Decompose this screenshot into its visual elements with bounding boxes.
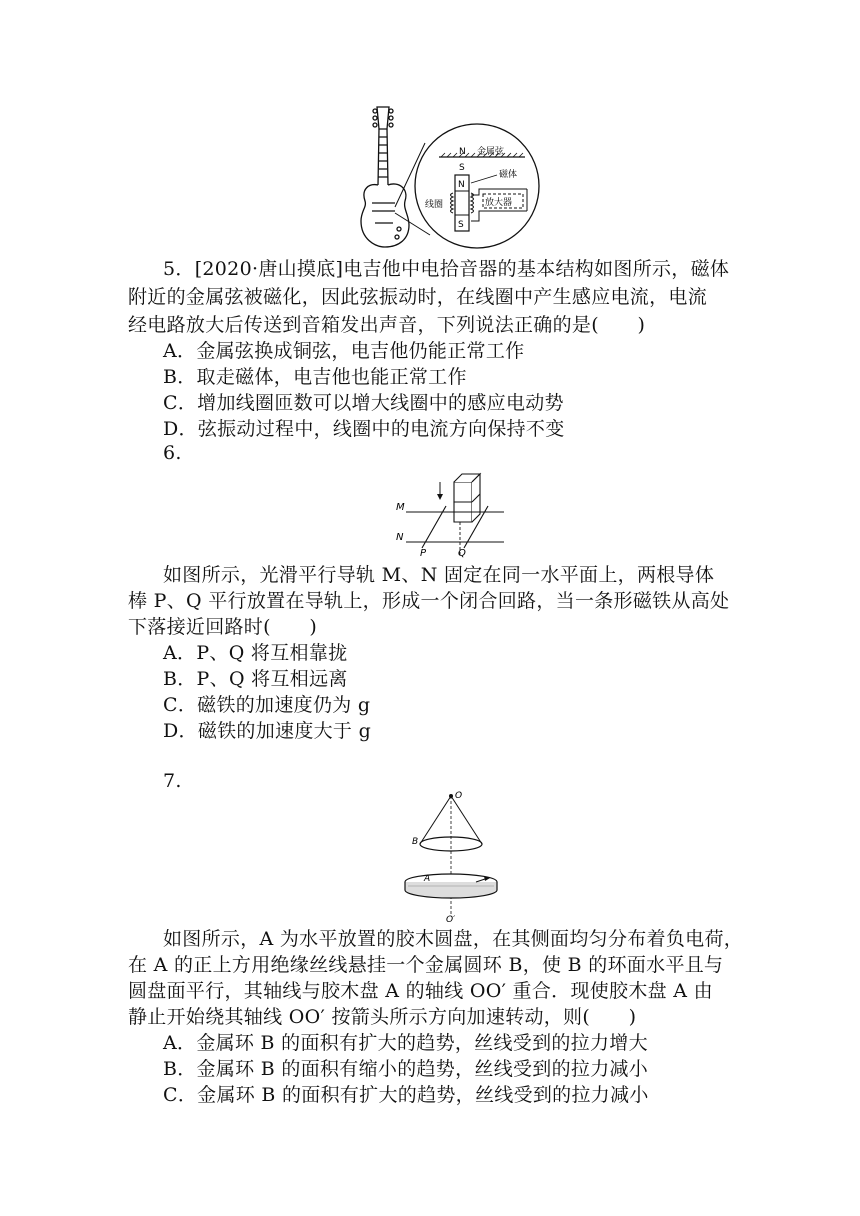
- q5-option-d: D．弦振动过程中，线圈中的电流方向保持不变: [163, 418, 565, 440]
- q5-option-a: A．金属弦换成铜弦，电吉他仍能正常工作: [163, 340, 525, 362]
- q5-line2: 附近的金属弦被磁化，因此弦振动时，在线圈中产生感应电流，电流: [128, 286, 708, 308]
- guitar-pickup-figure: [355, 103, 545, 249]
- q6-line1: 如图所示，光滑平行导轨 M、N 固定在同一水平面上，两根导体: [163, 564, 715, 586]
- label-M: M: [396, 502, 405, 513]
- q7-line1: 如图所示，A 为水平放置的胶木圆盘，在其侧面均匀分布着负电荷，: [163, 928, 744, 950]
- label-N-magnet: N: [458, 180, 465, 190]
- q5-option-b: B．取走磁体，电吉他也能正常工作: [163, 366, 467, 388]
- disk-ring-figure: [398, 786, 508, 924]
- q7-option-b: B．金属环 B 的面积有缩小的趋势，丝线受到的拉力减小: [163, 1058, 649, 1080]
- label-amplifier: 放大器: [485, 198, 513, 208]
- q7-line4: 静止开始绕其轴线 OO′ 按箭头所示方向加速转动，则( ): [128, 1006, 637, 1028]
- label-N-top: N: [459, 147, 466, 157]
- magnifier-circle: [415, 124, 539, 248]
- label-Q: Q: [458, 548, 466, 558]
- label-P: P: [420, 548, 427, 558]
- label-N: N: [396, 532, 404, 543]
- rails-magnet-figure: [392, 460, 508, 558]
- q6-option-b: B．P、Q 将互相远离: [163, 668, 348, 690]
- q5-line3: 经电路放大后传送到音箱发出声音，下列说法正确的是( ): [128, 314, 646, 336]
- q5-line1: 5．[2020·唐山摸底]电吉他中电拾音器的基本结构如图所示，磁体: [163, 258, 730, 280]
- q5-option-c: C．增加线圈匝数可以增大线圈中的感应电动势: [163, 392, 564, 414]
- q7-option-c: C．金属环 B 的面积有扩大的趋势，丝线受到的拉力减小: [163, 1084, 649, 1106]
- q7-number: 7.: [163, 770, 182, 792]
- label-B: B: [412, 837, 419, 847]
- label-string: 金属弦: [477, 147, 505, 157]
- label-S-top: S: [459, 163, 465, 173]
- q6-number: 6.: [163, 442, 182, 464]
- q6-line2: 棒 P、Q 平行放置在导轨上，形成一个闭合回路，当一条形磁铁从高处: [128, 590, 730, 612]
- label-coil: 线圈: [425, 200, 444, 210]
- q6-option-d: D．磁铁的加速度大于 g: [163, 720, 372, 742]
- q6-line3: 下落接近回路时( ): [128, 616, 318, 638]
- q7-option-a: A．金属环 B 的面积有扩大的趋势，丝线受到的拉力增大: [163, 1032, 648, 1054]
- q6-option-c: C．磁铁的加速度仍为 g: [163, 694, 371, 716]
- label-O: O: [455, 791, 463, 801]
- label-O-prime: O′: [446, 915, 456, 924]
- q7-line3: 圆盘面平行，其轴线与胶木盘 A 的轴线 OO′ 重合．现使胶木盘 A 由: [128, 980, 713, 1002]
- q7-line2: 在 A 的正上方用绝缘丝线悬挂一个金属圆环 B，使 B 的环面水平且与: [128, 954, 724, 976]
- guitar-drawing: [361, 107, 409, 247]
- label-magnet: 磁体: [499, 170, 518, 180]
- label-A: A: [424, 874, 431, 884]
- q6-option-a: A．P、Q 将互相靠拢: [163, 642, 348, 664]
- label-S-bottom: S: [458, 220, 464, 230]
